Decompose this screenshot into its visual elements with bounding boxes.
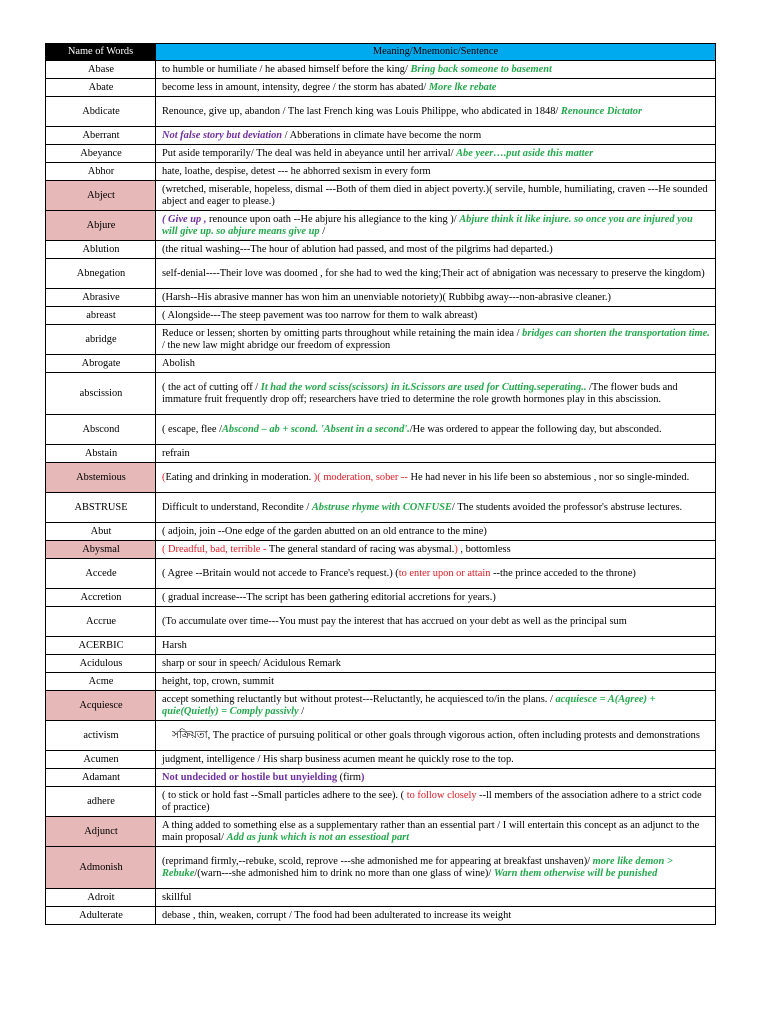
table-row: [46, 445, 716, 463]
meaning-segment: (the ritual washing---The hour of ablution had passed, and most of the pilgrims had departed.): [162, 243, 553, 255]
word-cell: Abnegation: [46, 259, 156, 289]
word-cell: Adroit: [46, 889, 156, 907]
meaning-segment: --the prince acceded to the throne): [490, 567, 636, 579]
meaning-segment: debase , thin, weaken, corrupt / The food had been adulterated to increase its weight: [162, 909, 512, 921]
word-cell: Acme: [46, 673, 156, 691]
meaning-segment: renounce upon oath --He abjure his allegiance to the king )/: [209, 213, 460, 225]
table-row: [46, 259, 716, 289]
meaning-segment: ): [454, 543, 458, 555]
word-cell: abridge: [46, 325, 156, 355]
word-cell: Adulterate: [46, 907, 156, 925]
meaning-segment: height, top, crown, summit: [162, 675, 274, 687]
meaning-segment: accept something reluctantly but without protest---Reluctantly, he acquiesced to/in the plans. /: [162, 693, 556, 705]
word-cell: Acidulous: [46, 655, 156, 673]
meaning-cell: [156, 445, 716, 463]
meaning-segment: It had the word sciss(scissors) in it.Scissors are used for Cutting.seperating..: [260, 381, 587, 393]
word-cell: Acumen: [46, 751, 156, 769]
table-row: [46, 181, 716, 211]
meaning-segment: more like demon > Rebuke: [162, 855, 673, 879]
meaning-segment: A thing added to something else as a supplementary rather than an essential part / I will entertain this concept as an adjunct to the main proposal/: [162, 819, 700, 843]
word-cell: Abstain: [46, 445, 156, 463]
meaning-segment: /He was ordered to appear the following day, but absconded.: [409, 423, 662, 435]
meaning-segment: to enter upon or attain: [398, 567, 491, 579]
meaning-cell: [156, 907, 716, 925]
table-row: [46, 589, 716, 607]
table-row: [46, 145, 716, 163]
meaning-segment: /: [298, 706, 305, 717]
meaning-segment: / the new law might abridge our freedom of expression: [162, 340, 391, 351]
word-cell: Accrue: [46, 607, 156, 637]
table-row: [46, 289, 716, 307]
meaning-segment: Reduce or lessen; shorten by omitting parts throughout while retaining the main idea /: [162, 327, 523, 339]
meaning-segment: (reprimand firmly,--rebuke, scold, reprove ---she admonished me for appearing at breakfast unshaven)/: [162, 855, 593, 867]
word-cell: Abdicate: [46, 97, 156, 127]
meaning-segment: Warn them otherwise will be punished: [493, 868, 658, 879]
meaning-cell: [156, 541, 716, 559]
meaning-segment: skillful: [162, 891, 192, 903]
table-row: [46, 163, 716, 181]
word-cell: Abstemious: [46, 463, 156, 493]
meaning-cell: [156, 751, 716, 769]
word-cell: Abysmal: [46, 541, 156, 559]
table-row: [46, 127, 716, 145]
column-header-meaning: Meaning/Mnemonic/Sentence: [156, 44, 716, 61]
meaning-segment: (: [337, 771, 344, 783]
meaning-cell: [156, 817, 716, 847]
meaning-segment: ( adjoin, join --One edge of the garden abutted on an old entrance to the mine): [162, 525, 487, 537]
meaning-segment: / The students avoided the professor's abstruse lectures.: [451, 501, 683, 513]
table-row: [46, 889, 716, 907]
meaning-segment: The general standard of racing was abysmal.: [268, 543, 455, 555]
meaning-segment: become less in amount, intensity, degree / the storm has abated/: [162, 81, 429, 93]
meaning-segment: ): [361, 771, 365, 783]
table-row: [46, 463, 716, 493]
word-cell: Abase: [46, 61, 156, 79]
meaning-cell: [156, 769, 716, 787]
word-cell: Accede: [46, 559, 156, 589]
meaning-segment: , bottomless: [457, 543, 511, 555]
meaning-segment: Abe yeer….put aside this matter: [456, 147, 594, 159]
vocabulary-table: [45, 43, 716, 925]
meaning-segment: Put aside temporarily/ The deal was held in abeyance until her arrival/: [162, 147, 457, 159]
meaning-segment: judgment, intelligence / His sharp business acumen meant he quickly rose to the top.: [162, 753, 514, 765]
table-row: [46, 355, 716, 373]
meaning-segment: He had never in his life been so abstemious , nor so single-minded.: [407, 471, 690, 483]
table-row: [46, 559, 716, 589]
meaning-segment: to follow closely: [406, 789, 477, 801]
table-row: [46, 637, 716, 655]
table-row: [46, 673, 716, 691]
meaning-cell: [156, 97, 716, 127]
meaning-segment: / Abberations in climate have become the norm: [282, 129, 482, 141]
word-cell: adhere: [46, 787, 156, 817]
table-row: [46, 523, 716, 541]
meaning-segment: (Harsh--His abrasive manner has won him an unenviable notoriety)( Rubbibg away---non-abrasive cleaner.): [162, 291, 611, 303]
word-cell: abreast: [46, 307, 156, 325]
table-row: [46, 373, 716, 415]
meaning-segment: সক্রিয়তা, The practice of pursuing political or other goals through vigorous action, often including protests and demonstrations: [172, 729, 700, 741]
word-cell: Abhor: [46, 163, 156, 181]
meaning-segment: (: [162, 471, 166, 483]
meaning-segment: Not false story but deviation: [162, 129, 283, 141]
table-row: [46, 211, 716, 241]
meaning-segment: sharp or sour in speech/ Acidulous Remark: [162, 657, 341, 669]
meaning-segment: ( Alongside---The steep pavement was too narrow for them to walk abreast): [162, 309, 478, 321]
table-row: [46, 61, 716, 79]
word-cell: Abject: [46, 181, 156, 211]
meaning-cell: [156, 181, 716, 211]
meaning-cell: [156, 523, 716, 541]
meaning-segment: ( escape, flee /: [162, 423, 222, 435]
meaning-segment: /(warn---she admonished him to drink no more than one glass of wine)/: [194, 868, 494, 879]
word-cell: Ablution: [46, 241, 156, 259]
meaning-segment: --ll members of the association adhere to a strict code of practice): [162, 789, 702, 813]
table-body: [46, 61, 716, 925]
word-cell: Adjunct: [46, 817, 156, 847]
meaning-segment: /The flower buds and immature fruit frequently drop off; researchers have tried to determine the role growth hormones play in this abscission.: [162, 381, 678, 405]
meaning-cell: [156, 259, 716, 289]
meaning-cell: [156, 307, 716, 325]
meaning-cell: [156, 355, 716, 373]
table-row: [46, 907, 716, 925]
meaning-segment: ( to stick or hold fast --Small particles adhere to the see). (: [162, 789, 407, 801]
meaning-cell: [156, 463, 716, 493]
word-cell: Adamant: [46, 769, 156, 787]
word-cell: Abeyance: [46, 145, 156, 163]
meaning-segment: Abscond – ab + scond. 'Absent in a second'.: [222, 423, 410, 435]
table-row: [46, 493, 716, 523]
meaning-cell: [156, 889, 716, 907]
meaning-cell: [156, 607, 716, 637]
meaning-segment: refrain: [162, 447, 190, 459]
meaning-cell: [156, 655, 716, 673]
table-row: [46, 307, 716, 325]
word-cell: Accretion: [46, 589, 156, 607]
meaning-cell: [156, 691, 716, 721]
word-cell: Acquiesce: [46, 691, 156, 721]
table-row: [46, 655, 716, 673]
meaning-segment: Not undecided or hostile but unyielding: [162, 771, 338, 783]
meaning-cell: [156, 241, 716, 259]
meaning-cell: [156, 79, 716, 97]
table-row: [46, 691, 716, 721]
meaning-cell: [156, 493, 716, 523]
meaning-cell: [156, 145, 716, 163]
word-cell: Abate: [46, 79, 156, 97]
meaning-segment: (wretched, miserable, hopeless, dismal ---Both of them died in abject poverty.)( servile, humble, humiliating, craven ---He sounded abject and eager to please.): [162, 183, 708, 207]
meaning-segment: (To accumulate over time---You must pay the interest that has accrued on your debt as well as the principal sum: [162, 615, 627, 627]
meaning-segment: to humble or humiliate / he abased himself before the king/: [162, 63, 411, 75]
meaning-cell: [156, 415, 716, 445]
meaning-segment: More lke rebate: [428, 81, 497, 93]
table-row: [46, 325, 716, 355]
meaning-cell: [156, 559, 716, 589]
table-row: [46, 769, 716, 787]
word-cell: Abrasive: [46, 289, 156, 307]
meaning-cell: [156, 163, 716, 181]
meaning-segment: ( Dreadful, bad, terrible -: [162, 543, 269, 555]
table-row: [46, 97, 716, 127]
word-cell: Abut: [46, 523, 156, 541]
meaning-segment: Renounce, give up, abandon / The last French king was Louis Philippe, who abdicated in 1848/: [162, 105, 561, 117]
meaning-cell: [156, 787, 716, 817]
table-row: [46, 817, 716, 847]
table-row: [46, 541, 716, 559]
word-cell: Abjure: [46, 211, 156, 241]
meaning-segment: Abjure think it like injure. so once you are injured you will give up. so abjure means give up: [162, 213, 693, 237]
table-row: [46, 241, 716, 259]
meaning-cell: [156, 673, 716, 691]
meaning-segment: Harsh: [162, 639, 187, 651]
word-cell: Abscond: [46, 415, 156, 445]
word-cell: abscission: [46, 373, 156, 415]
meaning-segment: Renounce Dictator: [560, 105, 643, 117]
meaning-segment: /: [319, 226, 326, 237]
meaning-segment: firm: [343, 771, 361, 783]
word-cell: Abrogate: [46, 355, 156, 373]
word-cell: ABSTRUSE: [46, 493, 156, 523]
meaning-segment: ( Give up ,: [162, 213, 210, 225]
meaning-cell: [156, 61, 716, 79]
meaning-segment: )( moderation, sober --: [313, 471, 408, 483]
table-row: [46, 847, 716, 889]
meaning-cell: [156, 847, 716, 889]
meaning-cell: [156, 325, 716, 355]
meaning-segment: Bring back someone to basement: [410, 63, 552, 75]
meaning-segment: Add as junk which is not an essestioal part: [226, 832, 410, 843]
table-row: [46, 721, 716, 751]
meaning-segment: ( gradual increase---The script has been gathering editorial accretions for years.): [162, 591, 496, 603]
meaning-cell: [156, 589, 716, 607]
table-row: [46, 751, 716, 769]
table-row: [46, 415, 716, 445]
meaning-cell: [156, 721, 716, 751]
meaning-segment: ( the act of cutting off /: [162, 381, 261, 393]
meaning-segment: bridges can shorten the transportation time.: [522, 327, 710, 339]
meaning-segment: hate, loathe, despise, detest --- he abhorred sexism in every form: [162, 165, 431, 177]
meaning-segment: Abolish: [162, 357, 195, 369]
meaning-cell: [156, 373, 716, 415]
meaning-segment: Abstruse rhyme with CONFUSE: [311, 501, 452, 513]
table-row: [46, 607, 716, 637]
meaning-segment: Eating and drinking in moderation.: [165, 471, 314, 483]
word-cell: ACERBIC: [46, 637, 156, 655]
table-row: [46, 79, 716, 97]
meaning-cell: [156, 211, 716, 241]
meaning-cell: [156, 127, 716, 145]
word-cell: activism: [46, 721, 156, 751]
word-cell: Aberrant: [46, 127, 156, 145]
meaning-segment: Difficult to understand, Recondite /: [162, 501, 312, 513]
meaning-cell: [156, 289, 716, 307]
meaning-segment: acquiesce = A(Agree) + quie(Quietly) = Comply passivly: [162, 693, 656, 717]
meaning-segment: self-denial----Their love was doomed , for she had to wed the king;Their act of abnigation was necessary to preserve the kingdom): [162, 267, 705, 279]
meaning-segment: ( Agree --Britain would not accede to France's request.) (: [162, 567, 399, 579]
meaning-cell: [156, 637, 716, 655]
column-header-word: Name of Words: [46, 44, 156, 61]
table-header: [46, 44, 716, 61]
table-row: [46, 787, 716, 817]
word-cell: Admonish: [46, 847, 156, 889]
